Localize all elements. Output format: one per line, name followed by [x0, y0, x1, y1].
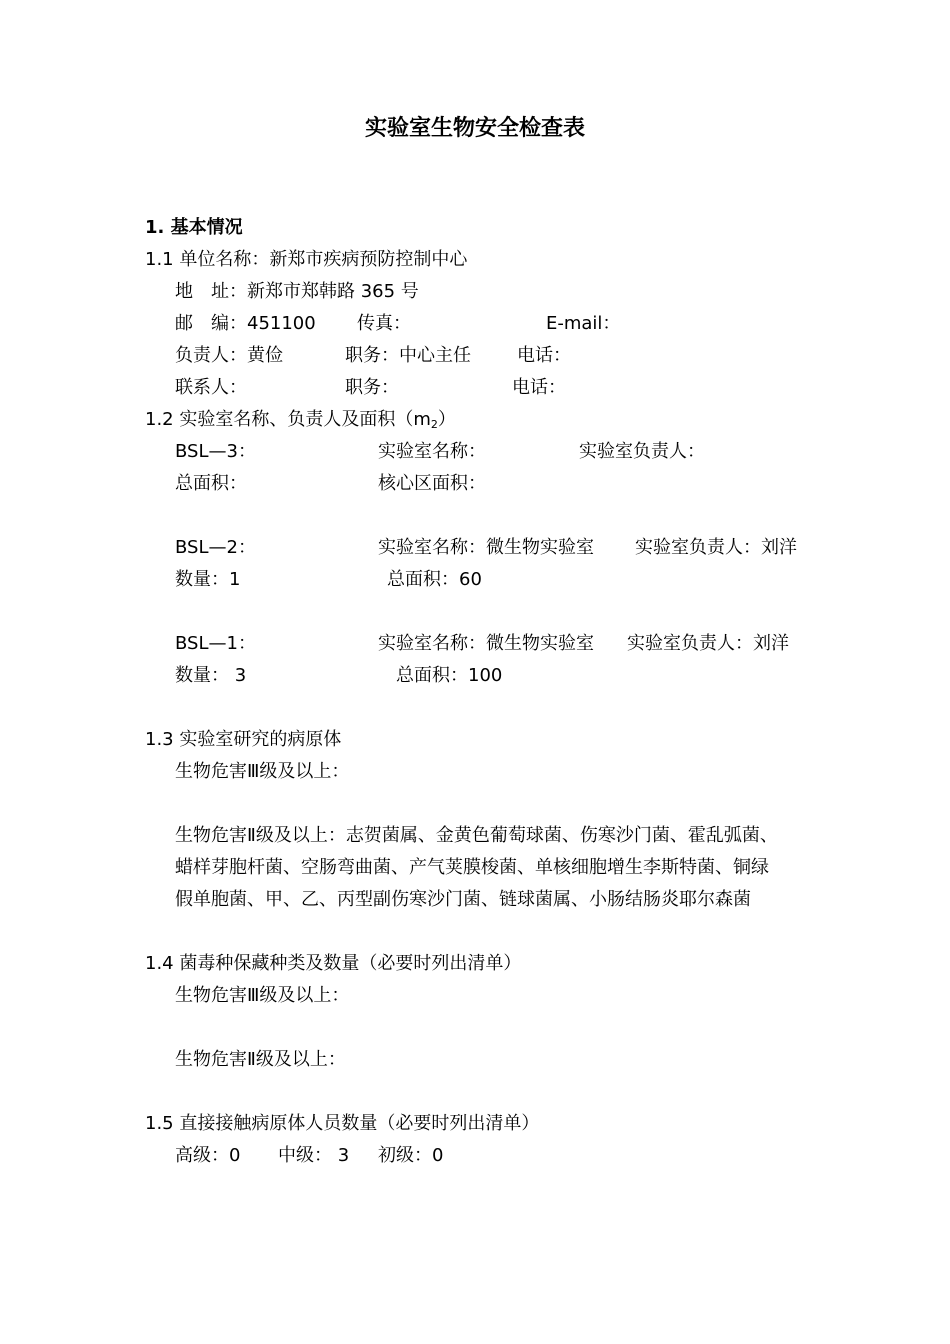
bsl2-label: BSL—2： [175, 537, 256, 558]
person-row [175, 342, 875, 370]
total-area: 总面积：60 [387, 569, 482, 590]
heading-text: ） [437, 409, 456, 430]
bsl1-label: BSL—1： [175, 633, 256, 654]
strain-level3: 生物危害Ⅲ级及以上： [175, 985, 350, 1006]
person-in-charge: 负责人：黄俭 [175, 345, 283, 366]
position: 职务：中心主任 [345, 345, 471, 366]
lab-head: 实验室负责人：刘洋 [635, 537, 797, 558]
phone: 电话： [517, 345, 571, 366]
bsl1-row [175, 630, 875, 658]
fax: 传真： [357, 313, 411, 334]
subscript: 2 [430, 418, 438, 431]
address: 地 址：新郑市郑韩路 365 号 [175, 281, 419, 302]
pathogen-level2-line: 假单胞菌、甲、乙、丙型副伤寒沙门菌、链球菌属、小肠结肠炎耶尔森菌 [175, 889, 751, 910]
unit-name: 1.1 单位名称：新郑市疾病预防控制中心 [145, 249, 468, 270]
page-title: 实验室生物安全检查表 [364, 116, 585, 141]
junior-staff: 初级：0 [378, 1145, 444, 1166]
postcode-row [175, 310, 875, 338]
pathogen-level2-line: 蜡样芽胞杆菌、空肠弯曲菌、产气荚膜梭菌、单核细胞增生李斯特菌、铜绿 [175, 857, 769, 878]
bsl2-row [175, 534, 875, 562]
pathogen-level2-line: 生物危害Ⅱ级及以上：志贺菌属、金黄色葡萄球菌、伤寒沙门菌、霍乱弧菌、 [175, 825, 778, 846]
bsl2-count-row [175, 566, 875, 594]
core-area: 核心区面积： [378, 473, 486, 494]
lab-head: 实验室负责人：刘洋 [627, 633, 789, 654]
bsl3-area-row [175, 470, 875, 498]
phone: 电话： [512, 377, 566, 398]
senior-staff: 高级：0 [175, 1145, 241, 1166]
lab-name: 实验室名称：微生物实验室 [378, 537, 594, 558]
heading-text: 1.2 实验室名称、负责人及面积（m [145, 409, 431, 430]
section-1-3-heading: 1.3 实验室研究的病原体 [145, 729, 342, 750]
bsl3-row [175, 438, 875, 466]
staff-row [175, 1142, 575, 1170]
postcode: 邮 编：451100 [175, 313, 316, 334]
pathogen-level3: 生物危害Ⅲ级及以上： [175, 761, 350, 782]
email: E-mail： [546, 313, 621, 334]
strain-level2: 生物危害Ⅱ级及以上： [175, 1049, 346, 1070]
section-1-4-heading: 1.4 菌毒种保藏种类及数量（必要时列出清单） [145, 953, 522, 974]
lab-name: 实验室名称：微生物实验室 [378, 633, 594, 654]
section-1-2-heading [145, 406, 456, 436]
section-1-heading: 1. 基本情况 [145, 217, 243, 238]
total-area: 总面积：100 [396, 665, 503, 686]
contact-row [175, 374, 875, 402]
contact: 联系人： [175, 377, 247, 398]
bsl1-count-row [175, 662, 875, 690]
intermediate-staff: 中级： 3 [278, 1145, 350, 1166]
count: 数量：1 [175, 569, 241, 590]
total-area: 总面积： [175, 473, 247, 494]
lab-head: 实验室负责人： [579, 441, 705, 462]
position: 职务： [345, 377, 399, 398]
count: 数量： 3 [175, 665, 247, 686]
bsl3-label: BSL—3： [175, 441, 256, 462]
lab-name: 实验室名称： [378, 441, 486, 462]
section-1-5-heading: 1.5 直接接触病原体人员数量（必要时列出清单） [145, 1113, 540, 1134]
